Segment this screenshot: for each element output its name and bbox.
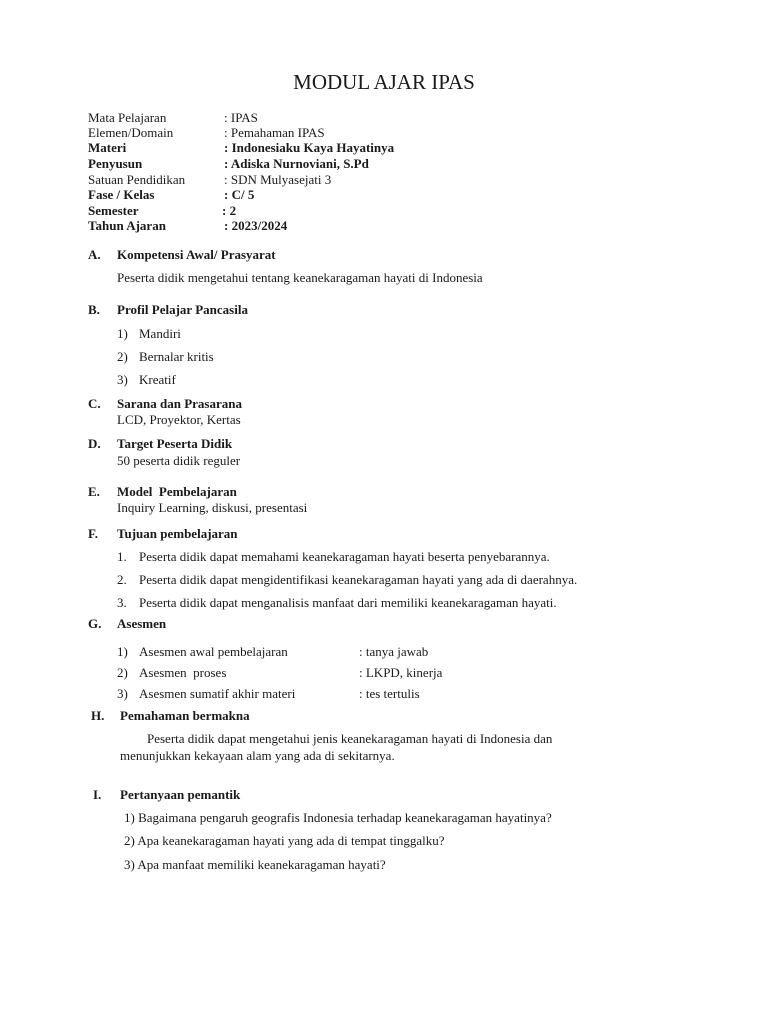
section-letter: B. (88, 302, 100, 317)
section-title: Kompetensi Awal/ Prasyarat (117, 247, 276, 262)
section-letter: D. (88, 436, 101, 451)
list-number: 3) (117, 686, 128, 701)
info-label: Elemen/Domain (88, 125, 174, 140)
info-label: Semester (88, 203, 139, 218)
info-value: : Pemahaman IPAS (224, 125, 325, 140)
list-item: Bernalar kritis (139, 349, 214, 364)
list-item: Peserta didik dapat memahami keanekaragaman hayati beserta penyebarannya. (139, 549, 550, 564)
info-label: Materi (88, 140, 127, 155)
list-item-value: : tes tertulis (359, 686, 420, 701)
section-title: Pemahaman bermakna (120, 708, 250, 723)
list-item-value: : tanya jawab (359, 644, 429, 659)
info-value: : SDN Mulyasejati 3 (224, 172, 332, 187)
paragraph-line: menunjukkan kekayaan alam yang ada di sekitarnya. (120, 748, 395, 763)
info-label: Fase / Kelas (88, 187, 155, 202)
section-title: Asesmen (117, 616, 167, 631)
section-letter: F. (88, 526, 98, 541)
info-label: Tahun Ajaran (88, 218, 166, 233)
section-title: Tujuan pembelajaran (117, 526, 238, 541)
list-item: Mandiri (139, 326, 181, 341)
list-item: Peserta didik dapat menganalisis manfaat dari memiliki keanekaragaman hayati. (139, 595, 557, 610)
question-item: 2) Apa keanekaragaman hayati yang ada di tempat tinggalku? (124, 833, 445, 848)
section-letter: E. (88, 484, 100, 499)
section-text: Inquiry Learning, diskusi, presentasi (117, 500, 308, 515)
list-number: 1) (117, 326, 128, 341)
list-number: 2) (117, 665, 128, 680)
info-label: Satuan Pendidikan (88, 172, 186, 187)
info-value: : IPAS (224, 110, 258, 125)
list-number: 3. (117, 595, 127, 610)
section-letter: A. (88, 247, 101, 262)
info-value: : C/ 5 (224, 187, 255, 202)
section-text: Peserta didik mengetahui tentang keanekaragaman hayati di Indonesia (117, 270, 483, 285)
question-item: 1) Bagaimana pengaruh geografis Indonesia terhadap keanekaragaman hayatinya? (124, 810, 552, 825)
info-value: : Adiska Nurnoviani, S.Pd (224, 156, 369, 171)
list-item: Kreatif (139, 372, 176, 387)
section-text: LCD, Proyektor, Kertas (117, 412, 241, 427)
section-title: Pertanyaan pemantik (120, 787, 241, 802)
list-item: Asesmen proses (139, 665, 227, 680)
section-letter: C. (88, 396, 101, 411)
section-letter: I. (93, 787, 102, 802)
info-label: Mata Pelajaran (88, 110, 167, 125)
page-title: MODUL AJAR IPAS (293, 70, 475, 94)
info-label: Penyusun (88, 156, 143, 171)
list-item-value: : LKPD, kinerja (359, 665, 443, 680)
section-title: Sarana dan Prasarana (117, 396, 242, 411)
section-letter: G. (88, 616, 102, 631)
list-number: 1. (117, 549, 127, 564)
list-number: 2. (117, 572, 127, 587)
list-number: 2) (117, 349, 128, 364)
list-item: Peserta didik dapat mengidentifikasi keanekaragaman hayati yang ada di daerahnya. (139, 572, 578, 587)
section-title: Profil Pelajar Pancasila (117, 302, 248, 317)
list-number: 3) (117, 372, 128, 387)
list-item: Asesmen sumatif akhir materi (139, 686, 296, 701)
section-title: Model Pembelajaran (117, 484, 237, 499)
info-value: : 2023/2024 (224, 218, 288, 233)
list-number: 1) (117, 644, 128, 659)
info-value: : Indonesiaku Kaya Hayatinya (224, 140, 395, 155)
section-letter: H. (91, 708, 105, 723)
list-item: Asesmen awal pembelajaran (139, 644, 288, 659)
question-item: 3) Apa manfaat memiliki keanekaragaman hayati? (124, 857, 386, 872)
section-title: Target Peserta Didik (117, 436, 233, 451)
paragraph-line: Peserta didik dapat mengetahui jenis keanekaragaman hayati di Indonesia dan (147, 731, 553, 746)
section-text: 50 peserta didik reguler (117, 453, 241, 468)
info-value: : 2 (222, 203, 237, 218)
